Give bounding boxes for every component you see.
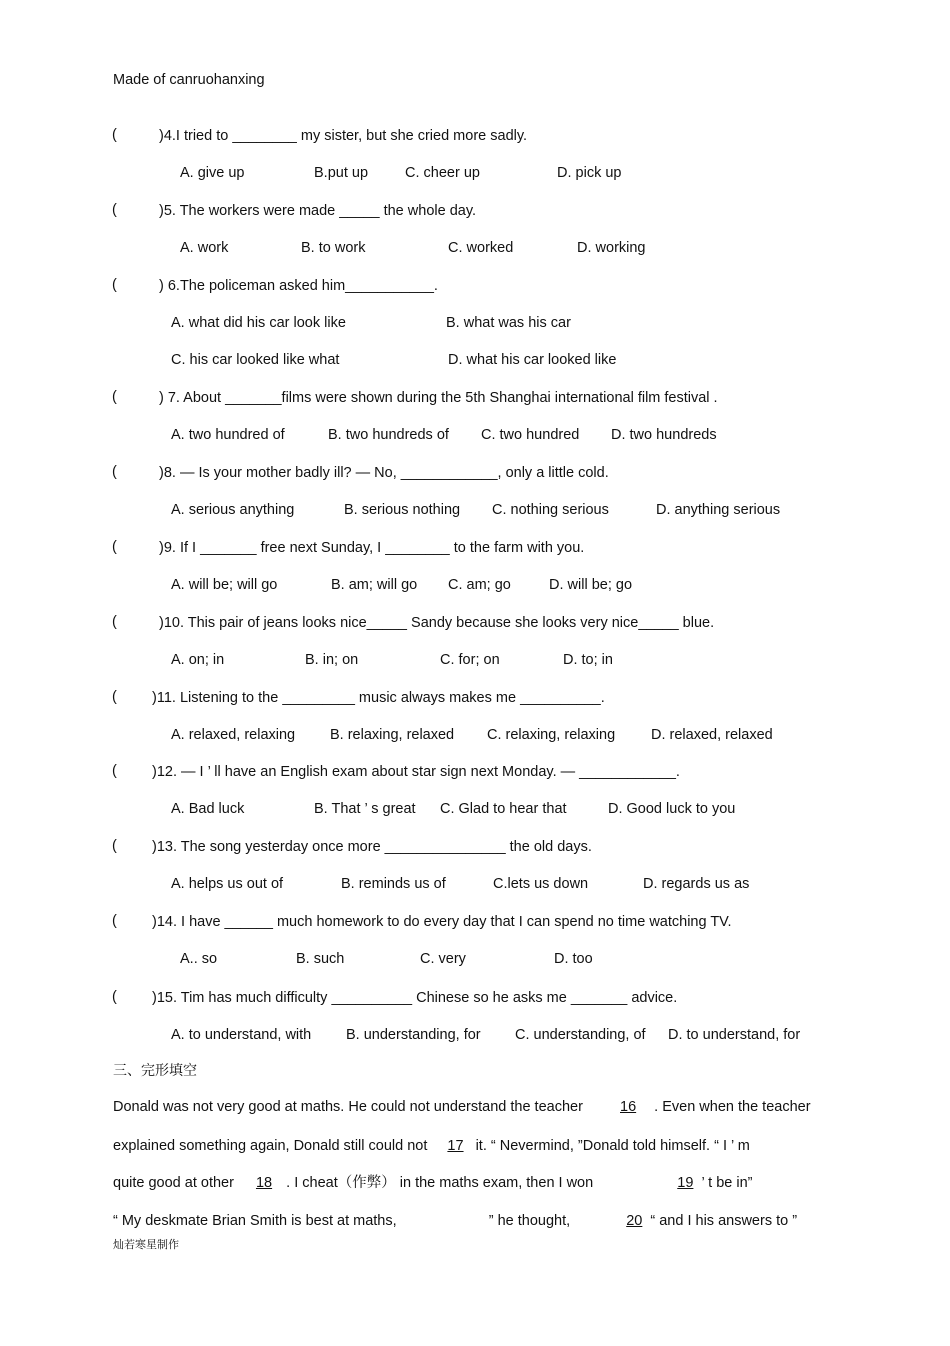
answer-option: D. two hundreds <box>611 427 717 443</box>
page-footer: 灿若寒星制作 <box>113 1238 179 1251</box>
answer-paren: ( <box>112 127 117 143</box>
passage-text: quite good at other <box>113 1175 234 1191</box>
answer-option: B. serious nothing <box>344 502 461 518</box>
answer-option: A. will be; will go <box>171 577 278 593</box>
answer-option: C. am; go <box>448 577 511 593</box>
question-stem: )13. The song yesterday once more _______________ the old days. <box>152 839 592 855</box>
answer-option: D. to; in <box>563 652 613 668</box>
answer-option: B. understanding, for <box>346 1027 481 1043</box>
passage-text: Donald was not very good at maths. He could not understand the teacher <box>113 1099 583 1115</box>
answer-option: D. will be; go <box>549 577 633 593</box>
answer-option: B. two hundreds of <box>328 427 449 443</box>
answer-option: C. worked <box>448 240 514 256</box>
answer-option: A. work <box>180 240 229 256</box>
answer-option: D. working <box>577 240 646 256</box>
answer-option: B.put up <box>314 165 369 181</box>
answer-option: B. in; on <box>305 652 359 668</box>
answer-option: A. relaxed, relaxing <box>171 727 296 743</box>
answer-option: C. cheer up <box>405 165 480 181</box>
question-stem: )4.I tried to ________ my sister, but she cried more sadly. <box>159 128 528 144</box>
passage-text: “ My deskmate Brian Smith is best at maths, <box>113 1213 397 1229</box>
answer-option: A. what did his car look like <box>171 315 346 331</box>
answer-paren: ( <box>112 763 117 779</box>
answer-option: D. anything serious <box>656 502 781 518</box>
answer-option: A. Bad luck <box>171 801 245 817</box>
answer-option: C. nothing serious <box>492 502 609 518</box>
answer-option: C. his car looked like what <box>171 352 340 368</box>
page-header: Made of canruohanxing <box>113 72 265 88</box>
question-stem: )11. Listening to the _________ music always makes me __________. <box>152 690 605 706</box>
passage-text: explained something again, Donald still could not <box>113 1138 428 1154</box>
blank-17: 17 <box>447 1138 464 1154</box>
answer-option: C. for; on <box>440 652 500 668</box>
answer-option: A. serious anything <box>171 502 295 518</box>
answer-option: A. two hundred of <box>171 427 285 443</box>
passage-line-3 <box>113 1174 863 1192</box>
question-stem: )9. If I _______ free next Sunday, I ________ to the farm with you. <box>159 540 585 556</box>
answer-option: C. very <box>420 951 466 967</box>
passage-text: ” he thought, <box>488 1213 571 1229</box>
passage-text: . I cheat（作弊） in the maths exam, then I won <box>286 1175 594 1191</box>
blank-16: 16 <box>620 1099 637 1115</box>
question-stem: ) 7. About _______films were shown during the 5th Shanghai international film festival . <box>159 390 718 406</box>
passage-line-2 <box>113 1137 863 1155</box>
answer-paren: ( <box>112 838 117 854</box>
answer-option: B. relaxing, relaxed <box>330 727 455 743</box>
blank-18: 18 <box>255 1175 273 1191</box>
answer-option: D. what his car looked like <box>448 352 617 368</box>
answer-option: C. two hundred <box>481 427 580 443</box>
answer-option: D. to understand, for <box>668 1027 801 1043</box>
answer-option: B. am; will go <box>331 577 418 593</box>
answer-option: C. relaxing, relaxing <box>487 727 616 743</box>
blank-19: 19 <box>677 1175 694 1191</box>
answer-option: B. such <box>296 951 345 967</box>
answer-option: C. understanding, of <box>515 1027 646 1043</box>
answer-option: B. That ’ s great <box>314 801 416 817</box>
answer-option: A. on; in <box>171 652 225 668</box>
passage-text: ’ t be in” <box>701 1175 753 1191</box>
answer-paren: ( <box>112 539 117 555</box>
question-stem: )8. — Is your mother badly ill? — No, ____________, only a little cold. <box>159 465 609 481</box>
answer-option: A. helps us out of <box>171 876 284 892</box>
answer-option: B. reminds us of <box>341 876 446 892</box>
question-stem: )5. The workers were made _____ the whole day. <box>159 203 477 219</box>
answer-paren: ( <box>112 464 117 480</box>
passage-text: “ and I his answers to ” <box>650 1213 798 1229</box>
answer-option: B. what was his car <box>446 315 571 331</box>
question-stem: )12. — I ’ ll have an English exam about star sign next Monday. — ____________. <box>152 764 680 780</box>
question-stem: )10. This pair of jeans looks nice_____ Sandy because she looks very nice_____ blue. <box>159 615 715 631</box>
answer-paren: ( <box>112 202 117 218</box>
answer-option: C. Glad to hear that <box>440 801 567 817</box>
passage-text: it. “ Nevermind, ”Donald told himself. “ I ’ m <box>475 1138 750 1154</box>
passage-text: . Even when the teacher <box>654 1099 811 1115</box>
passage-line-4 <box>113 1212 863 1230</box>
answer-option: C.lets us down <box>493 876 589 892</box>
answer-paren: ( <box>112 989 117 1005</box>
answer-option: D. Good luck to you <box>608 801 736 817</box>
answer-paren: ( <box>112 389 117 405</box>
answer-option: D. too <box>554 951 593 967</box>
answer-option: D. pick up <box>557 165 622 181</box>
answer-option: D. relaxed, relaxed <box>651 727 773 743</box>
answer-option: A. to understand, with <box>171 1027 312 1043</box>
passage-line-1 <box>113 1098 863 1116</box>
answer-option: A. give up <box>180 165 245 181</box>
answer-option: D. regards us as <box>643 876 750 892</box>
answer-paren: ( <box>112 913 117 929</box>
answer-paren: ( <box>112 689 117 705</box>
blank-20: 20 <box>626 1213 643 1229</box>
answer-paren: ( <box>112 614 117 630</box>
answer-option: B. to work <box>301 240 366 256</box>
answer-paren: ( <box>112 277 117 293</box>
section-title: 三、完形填空 <box>113 1063 197 1079</box>
question-stem: )15. Tim has much difficulty __________ Chinese so he asks me _______ advice. <box>152 990 678 1006</box>
question-stem: )14. I have ______ much homework to do every day that I can spend no time watching TV. <box>152 914 732 930</box>
answer-option: A.. so <box>180 951 218 967</box>
question-stem: ) 6.The policeman asked him___________. <box>159 278 438 294</box>
